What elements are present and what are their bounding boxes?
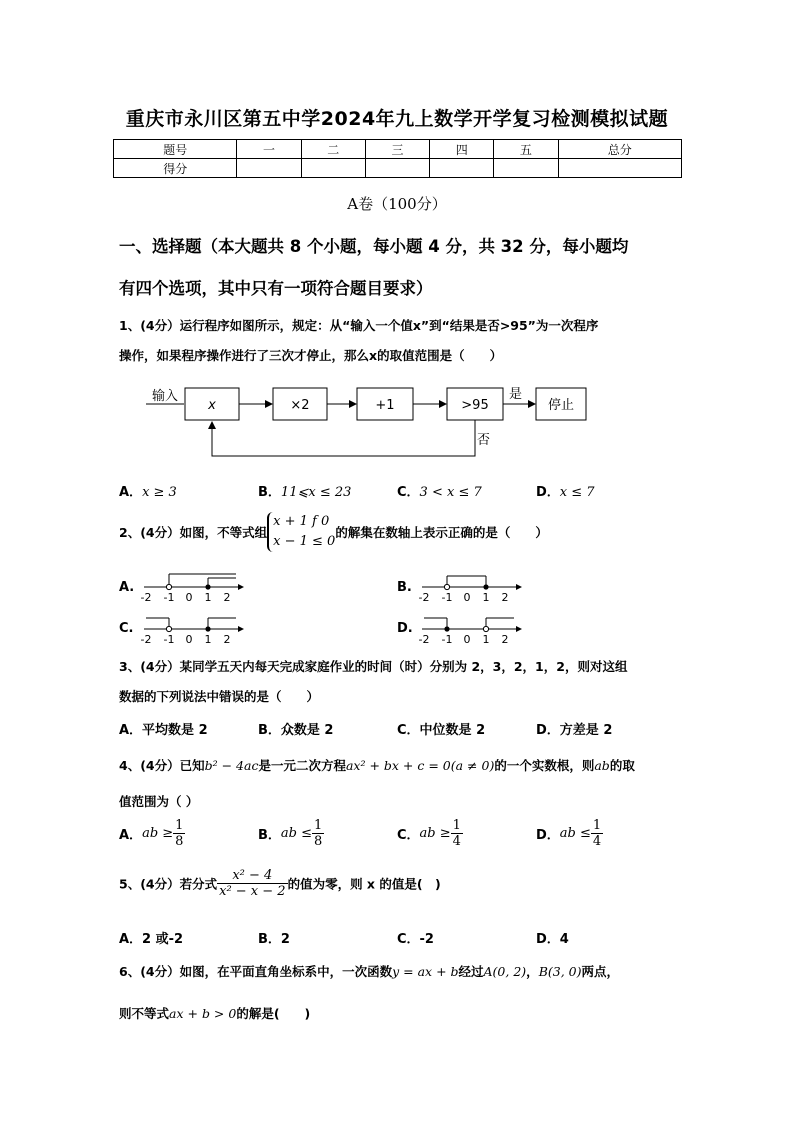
flow-box-compare-text: >95	[461, 398, 489, 413]
svg-text:-1: -1	[163, 591, 175, 604]
score-table-cell: 题号	[114, 140, 237, 159]
q1-option-c: C．3 < x ≤ 7	[397, 485, 482, 500]
open-point	[166, 584, 171, 589]
flow-box-input-text: x	[208, 398, 216, 413]
q2-numberline-c	[138, 612, 246, 646]
q1-flowchart	[140, 378, 600, 470]
q5-fraction: $\frac{\text{x² − 4}}{\text{x² − x − 2}}$	[219, 868, 286, 899]
section-a-title: A卷（100分）	[347, 195, 447, 213]
q1-text-line1: 1、(4分）运行程序如图所示，规定：从“输入一个值x”到“结果是否>95”为一次程序	[119, 318, 599, 333]
svg-text:0: 0	[463, 633, 471, 646]
q3-text-line2: 数据的下列说法中错误的是（ ）	[119, 689, 320, 704]
q1-option-b: B．11⩽x ≤ 23	[258, 485, 352, 500]
q1-option-a: A．x ≥ 3	[119, 485, 177, 500]
score-cell	[430, 159, 494, 178]
open-point	[483, 626, 488, 631]
q2-text: 2、(4分）如图，不等式组 x + 1 f 0 x − 1 ≤ 0 的解集在数轴上表示正确的是（ ）	[119, 512, 548, 552]
part1-heading-line2: 有四个选项，其中只有一项符合题目要求）	[119, 279, 433, 298]
q6-text-line1: 6、(4分）如图，在平面直角坐标系中，一次函数y = ax + b经过A(0, 2)，B(3, 0)两点，	[119, 964, 619, 979]
svg-text:1: 1	[482, 633, 490, 646]
q4-option-a: A．ab ≥ $\frac{1}{8}$	[119, 818, 184, 849]
q3-option-d: D．方差是 2	[536, 723, 613, 738]
score-table-row-label: 得分	[114, 159, 237, 178]
score-table	[113, 139, 682, 178]
closed-point	[483, 584, 488, 589]
q5-option-a: A．2 或-2	[119, 932, 184, 947]
svg-text:-2: -2	[418, 633, 430, 646]
q3-option-a: A．平均数是 2	[119, 723, 208, 738]
svg-text:2: 2	[223, 591, 231, 604]
score-table-cell: 三	[365, 140, 429, 159]
svg-text:-1: -1	[163, 633, 175, 646]
score-table-cell: 五	[494, 140, 558, 159]
q2-numberline-a	[138, 570, 246, 604]
q4-text-line2: 值范围为（ ）	[119, 794, 199, 809]
q3-option-c: C．中位数是 2	[397, 723, 486, 738]
q4-text-line1: 4、(4分）已知b² − 4ac是一元二次方程ax² + bx + c = 0(a ≠ 0)的一个实数根，则ab的取	[119, 758, 635, 773]
score-table-score-row	[114, 159, 682, 178]
score-table-cell: 一	[237, 140, 301, 159]
score-cell	[494, 159, 558, 178]
score-cell	[301, 159, 365, 178]
q5-option-d: D．4	[536, 932, 569, 947]
score-table-cell: 二	[301, 140, 365, 159]
q4-option-b: B．ab ≤ $\frac{1}{8}$	[258, 818, 323, 849]
q2-inequality-system: x + 1 f 0 x − 1 ≤ 0	[267, 512, 335, 552]
score-cell	[365, 159, 429, 178]
svg-text:-2: -2	[418, 591, 430, 604]
open-point	[166, 626, 171, 631]
score-cell	[237, 159, 301, 178]
flow-box-times2-text: ×2	[290, 398, 310, 413]
svg-text:0: 0	[463, 591, 471, 604]
q5-option-b: B．2	[258, 932, 290, 947]
q3-option-b: B．众数是 2	[258, 723, 334, 738]
svg-text:-1: -1	[441, 591, 453, 604]
closed-point	[205, 584, 210, 589]
q5-option-c: C．-2	[397, 932, 434, 947]
part1-heading-line1: 一、选择题（本大题共 8 个小题，每小题 4 分，共 32 分，每小题均	[119, 237, 629, 256]
svg-text:2: 2	[501, 591, 509, 604]
svg-text:2: 2	[501, 633, 509, 646]
closed-point	[444, 626, 449, 631]
q3-text-line1: 3、(4分）某同学五天内每天完成家庭作业的时间（时）分别为 2，3，2，1，2，则对这组	[119, 659, 628, 674]
score-table-cell: 总分	[558, 140, 681, 159]
flow-input-label: 输入	[152, 389, 179, 404]
flow-no-label: 否	[477, 433, 491, 448]
page-title: 重庆市永川区第五中学2024年九上数学开学复习检测模拟试题	[125, 108, 669, 130]
q2-option-b-label: B.	[397, 580, 412, 595]
q1-text-line2: 操作，如果程序操作进行了三次才停止，那么x的取值范围是（ ）	[119, 348, 503, 363]
svg-text:2: 2	[223, 633, 231, 646]
score-cell	[558, 159, 681, 178]
q6-text-line2: 则不等式ax + b > 0的解是( )	[119, 1006, 311, 1021]
q4-option-c: C．ab ≥ $\frac{1}{4}$	[397, 818, 461, 849]
svg-text:-1: -1	[441, 633, 453, 646]
score-table-cell: 四	[430, 140, 494, 159]
score-table-header-row	[114, 140, 682, 159]
svg-text:0: 0	[185, 591, 193, 604]
svg-text:1: 1	[482, 591, 490, 604]
svg-text:-2: -2	[140, 633, 152, 646]
closed-point	[205, 626, 210, 631]
svg-text:1: 1	[204, 591, 212, 604]
flow-box-plus1-text: +1	[375, 398, 395, 413]
q2-option-a-label: A.	[119, 580, 135, 595]
q1-option-d: D．x ≤ 7	[536, 485, 595, 500]
q2-option-d-label: D.	[397, 621, 413, 636]
q4-option-d: D．ab ≤ $\frac{1}{4}$	[536, 818, 602, 849]
flow-yes-label: 是	[509, 387, 523, 402]
svg-text:0: 0	[185, 633, 193, 646]
q2-numberline-b	[416, 570, 524, 604]
q5-text: 5、(4分）若分式 $\frac{\text{x² − 4}}{\text{x² − x − 2}}$ 的值为零，则 x 的值是( )	[119, 868, 441, 899]
open-point	[444, 584, 449, 589]
flow-box-stop-text: 停止	[547, 398, 575, 413]
svg-text:-2: -2	[140, 591, 152, 604]
svg-text:1: 1	[204, 633, 212, 646]
q2-option-c-label: C.	[119, 621, 134, 636]
flow-loop-arrow	[212, 420, 475, 456]
q2-numberline-d	[416, 612, 524, 646]
